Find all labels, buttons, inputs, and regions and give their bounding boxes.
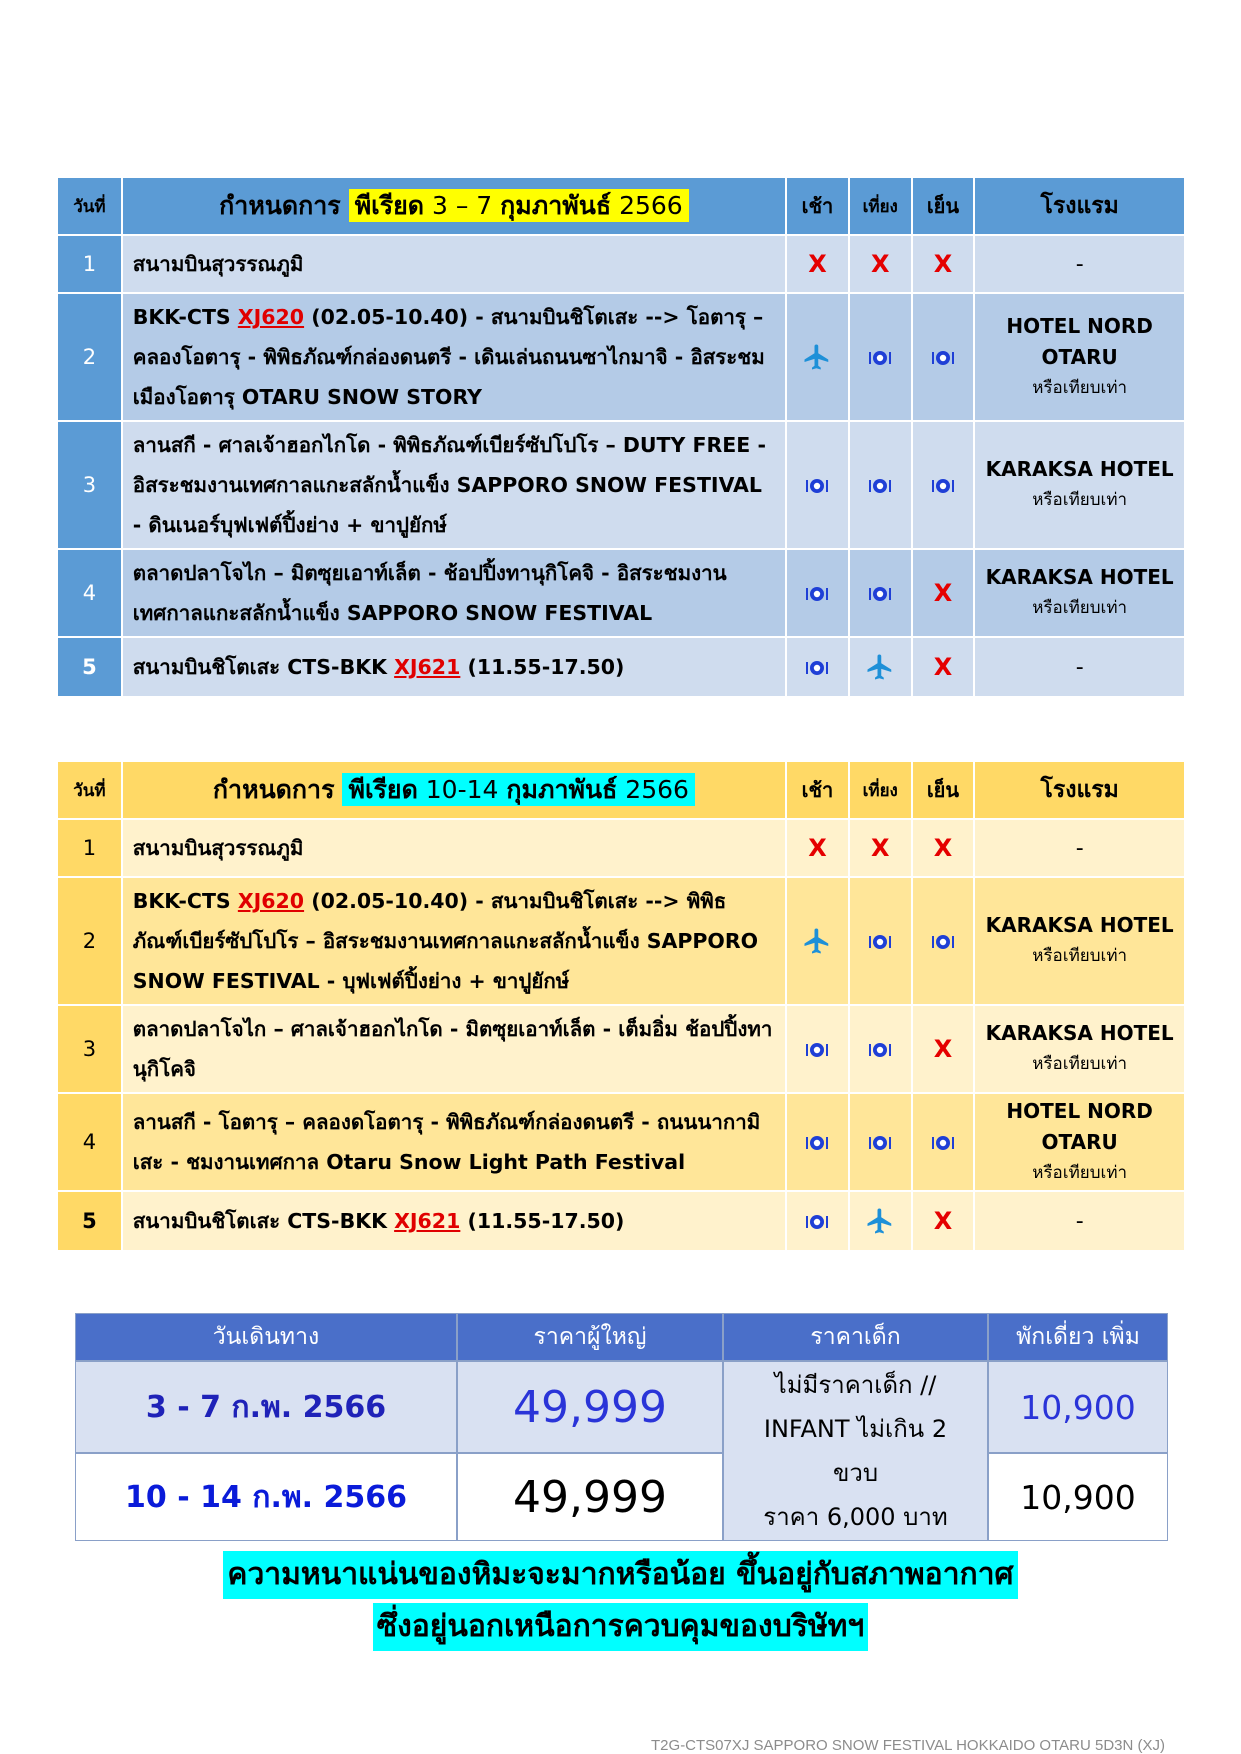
breakfast-cell: [787, 1006, 848, 1092]
table-header: [58, 178, 1184, 234]
day-program: [123, 638, 785, 696]
lunch-cell: [850, 422, 911, 548]
hotel-name: HOTEL NORD OTARU: [1006, 1098, 1153, 1154]
day-number: 5: [58, 638, 121, 696]
lunch-cell: [850, 1192, 911, 1250]
breakfast-cell: [787, 878, 848, 1004]
lunch-cell: [850, 294, 911, 420]
col-program-header: [123, 762, 785, 818]
flight-number-link[interactable]: XJ620: [237, 305, 305, 329]
flight-number-link[interactable]: XJ621: [394, 655, 461, 679]
meal-icon: [868, 585, 892, 603]
lunch-cell: [850, 878, 911, 1004]
day-number: 2: [58, 294, 121, 420]
dinner-cell: [913, 550, 974, 636]
day-program: [123, 1006, 785, 1092]
dinner-cell: [913, 1094, 974, 1190]
period-highlight: [349, 189, 689, 222]
hotel-equivalent: หรือเทียบเท่า: [1032, 598, 1128, 618]
day-number: 4: [58, 550, 121, 636]
price-table-header: [75, 1313, 1168, 1361]
hotel-cell: [975, 878, 1184, 1004]
hotel-equivalent: หรือเทียบเท่า: [1032, 1054, 1128, 1074]
program-text: (11.55-17.50): [460, 1209, 625, 1233]
breakfast-cell: [787, 422, 848, 548]
breakfast-cell: [787, 1094, 848, 1190]
meal-icon: [931, 349, 955, 367]
program-text: สนามบินชิโตเสะ CTS-BKK: [132, 1209, 395, 1233]
period-month: กุมภาพันธ์: [506, 775, 618, 804]
col-breakfast-header: เช้า: [787, 762, 848, 818]
col-travel-date-header: วันเดินทาง: [75, 1313, 457, 1361]
child-note-line: ราคา 6,000 บาท: [763, 1503, 948, 1531]
table-row: [58, 1192, 1184, 1250]
table-row: [58, 294, 1184, 420]
lunch-cell: [850, 1094, 911, 1190]
meal-icon: [805, 1134, 829, 1152]
airplane-icon: [802, 342, 832, 372]
no-meal-x-icon: X: [933, 1035, 953, 1063]
no-meal-x-icon: X: [933, 250, 953, 278]
day-program: [123, 294, 785, 420]
breakfast-cell: [787, 294, 848, 420]
lunch-cell: [850, 236, 911, 292]
table-row: [58, 1094, 1184, 1190]
hotel-cell: [975, 294, 1184, 420]
day-program: [123, 550, 785, 636]
dinner-cell: [913, 1192, 974, 1250]
airplane-icon: [865, 1206, 895, 1236]
day-number: 2: [58, 878, 121, 1004]
table-row: [58, 638, 1184, 696]
no-meal-x-icon: X: [933, 579, 953, 607]
hotel-equivalent: หรือเทียบเท่า: [1032, 1162, 1128, 1183]
child-price-note: [723, 1361, 988, 1541]
col-lunch-header: เที่ยง: [850, 178, 911, 234]
program-text: สนามบินสุวรรณภูมิ: [132, 252, 304, 276]
program-text: (02.05-10.40) - สนามบินชิโตเสะ --> พิพิธภัณฑ์เบียร์ซัปโปโร – อิสระชมงานเทศกาลแกะสลักน้ำแข็ง SAPPORO SNOW FESTIVAL - บุฟเฟต์ปิ้งย่าง + ขาปูยักษ์: [132, 889, 759, 993]
day-program: [123, 236, 785, 292]
period-label: พีเรียด: [354, 191, 425, 220]
program-text: (02.05-10.40) - สนามบินชิโตเสะ --> โอตารุ – คลองโอตารุ - พิพิธภัณฑ์กล่องดนตรี - เดินเล่นถนนซาไกมาจิ - อิสระชมเมืองโอตารุ OTARU SNOW STORY: [132, 305, 765, 409]
day-number: 5: [58, 1192, 121, 1250]
col-day-header: วันที่: [58, 762, 121, 818]
hotel-name: KARAKSA HOTEL: [985, 457, 1174, 481]
meal-icon: [805, 1213, 829, 1231]
meal-icon: [805, 1041, 829, 1059]
hotel-equivalent: หรือเทียบเท่า: [1032, 377, 1128, 398]
period-month: กุมภาพันธ์: [500, 191, 612, 220]
single-supplement-text: 10,900: [1020, 1387, 1136, 1427]
breakfast-cell: [787, 1192, 848, 1250]
table-row: [58, 878, 1184, 1004]
meal-icon: [931, 1134, 955, 1152]
program-text: ลานสกี - โอตารุ – คลองดโอตารุ - พิพิธภัณฑ์กล่องดนตรี - ถนนนากามิเสะ - ชมงานเทศกาล Otaru Snow Light Path Festival: [132, 1110, 761, 1174]
single-supplement-text: 10,900: [1020, 1477, 1136, 1517]
no-meal-x-icon: X: [808, 250, 827, 278]
hotel-cell: [975, 638, 1184, 696]
document-footer: T2G-CTS07XJ SAPPORO SNOW FESTIVAL HOKKAIDO OTARU 5D3N (XJ): [651, 1737, 1165, 1754]
price-table: [75, 1313, 1168, 1541]
col-lunch-header: เที่ยง: [850, 762, 911, 818]
period-year: 2566: [619, 191, 683, 220]
col-single-supplement-header: พักเดี่ยว เพิ่ม: [988, 1313, 1168, 1361]
hotel-equivalent: หรือเทียบเท่า: [1032, 946, 1128, 966]
travel-date-text: 3 - 7 ก.พ. 2566: [145, 1389, 387, 1425]
meal-icon: [868, 349, 892, 367]
program-text: ตลาดปลาโจไก – ศาลเจ้าฮอกไกโด - มิตซุยเอาท์เล็ต - เต็มอิ่ม ช้อปปิ้งทานุกิโคจิ: [132, 1017, 773, 1081]
hotel-name: HOTEL NORD OTARU: [1006, 313, 1153, 369]
no-meal-x-icon: X: [870, 250, 890, 278]
col-program-header: [123, 178, 785, 234]
hotel-cell: [975, 1192, 1184, 1250]
meal-icon: [868, 1134, 892, 1152]
period-highlight: [342, 773, 694, 806]
meal-icon: [805, 659, 829, 677]
program-prefix: กำหนดการ: [219, 191, 341, 220]
program-text: ลานสกี - ศาลเจ้าฮอกไกโด - พิพิธภัณฑ์เบียร์ซัปโปโร – DUTY FREE - อิสระชมงานเทศกาลแกะสลักน้ำแข็ง SAPPORO SNOW FESTIVAL - ดินเนอร์บุฟเฟต์ปิ้งย่าง + ขาปูยักษ์: [132, 433, 766, 537]
day-number: 1: [58, 820, 121, 876]
hotel-cell: [975, 422, 1184, 548]
dinner-cell: [913, 820, 974, 876]
adult-price: [457, 1453, 723, 1541]
single-supplement: [988, 1361, 1168, 1453]
hotel-none: -: [1075, 251, 1084, 277]
meal-icon: [868, 933, 892, 951]
hotel-none: -: [1075, 835, 1084, 861]
period-year: 2566: [625, 775, 689, 804]
hotel-none: -: [1075, 654, 1084, 680]
lunch-cell: [850, 820, 911, 876]
adult-price-text: 49,999: [513, 1381, 667, 1433]
itinerary-table-period1: [56, 176, 1186, 698]
dinner-cell: [913, 236, 974, 292]
table-row: [58, 1006, 1184, 1092]
col-day-header: วันที่: [58, 178, 121, 234]
meal-icon: [868, 477, 892, 495]
day-program: [123, 422, 785, 548]
col-hotel-header: โรงแรม: [975, 178, 1184, 234]
day-program: [123, 1192, 785, 1250]
breakfast-cell: [787, 638, 848, 696]
lunch-cell: [850, 638, 911, 696]
program-text: ตลาดปลาโจไก – มิตซุยเอาท์เล็ต - ช้อปปิ้งทานุกิโคจิ - อิสระชมงานเทศกาลแกะสลักน้ำแข็ง SAPPORO SNOW FESTIVAL: [132, 561, 727, 625]
no-meal-x-icon: X: [933, 834, 953, 862]
table-row: [58, 550, 1184, 636]
period-dates: 3 – 7: [431, 191, 493, 220]
dinner-cell: [913, 878, 974, 1004]
day-program: [123, 820, 785, 876]
flight-number-link[interactable]: XJ621: [394, 1209, 461, 1233]
child-note-line: INFANT ไม่เกิน 2: [763, 1415, 948, 1443]
hotel-name: KARAKSA HOTEL: [985, 913, 1174, 937]
flight-number-link[interactable]: XJ620: [237, 889, 305, 913]
hotel-name: KARAKSA HOTEL: [985, 565, 1174, 589]
breakfast-cell: [787, 820, 848, 876]
dinner-cell: [913, 294, 974, 420]
meal-icon: [931, 933, 955, 951]
hotel-cell: [975, 1094, 1184, 1190]
col-dinner-header: เย็น: [913, 762, 974, 818]
lunch-cell: [850, 550, 911, 636]
col-hotel-header: โรงแรม: [975, 762, 1184, 818]
col-adult-price-header: ราคาผู้ใหญ่: [457, 1313, 723, 1361]
day-number: 1: [58, 236, 121, 292]
col-dinner-header: เย็น: [913, 178, 974, 234]
snow-disclaimer: [0, 1551, 1241, 1651]
travel-date: [75, 1453, 457, 1541]
day-number: 3: [58, 1006, 121, 1092]
dinner-cell: [913, 1006, 974, 1092]
no-meal-x-icon: X: [933, 653, 953, 681]
period-dates: 10-14: [425, 775, 499, 804]
table-row: [58, 422, 1184, 548]
col-breakfast-header: เช้า: [787, 178, 848, 234]
hotel-cell: [975, 820, 1184, 876]
travel-date: [75, 1361, 457, 1453]
hotel-none: -: [1075, 1208, 1084, 1234]
hotel-cell: [975, 550, 1184, 636]
day-program: [123, 878, 785, 1004]
child-note-line: ขวบ: [832, 1459, 879, 1487]
breakfast-cell: [787, 550, 848, 636]
meal-icon: [931, 477, 955, 495]
no-meal-x-icon: X: [933, 1207, 953, 1235]
price-row: [75, 1361, 1168, 1453]
disclaimer-line-2: ซึ่งอยู่นอกเหนือการควบคุมของบริษัทฯ: [373, 1603, 869, 1651]
table-row: [58, 820, 1184, 876]
table-header: [58, 762, 1184, 818]
meal-icon: [805, 585, 829, 603]
adult-price-text: 49,999: [513, 1471, 667, 1523]
itinerary-table-period2: [56, 760, 1186, 1252]
program-text: (11.55-17.50): [460, 655, 625, 679]
hotel-cell: [975, 236, 1184, 292]
breakfast-cell: [787, 236, 848, 292]
price-row: [75, 1453, 1168, 1541]
single-supplement: [988, 1453, 1168, 1541]
adult-price: [457, 1361, 723, 1453]
travel-date-text: 10 - 14 ก.พ. 2566: [125, 1479, 407, 1515]
dinner-cell: [913, 422, 974, 548]
dinner-cell: [913, 638, 974, 696]
airplane-icon: [865, 652, 895, 682]
hotel-name: KARAKSA HOTEL: [985, 1021, 1174, 1045]
day-number: 3: [58, 422, 121, 548]
disclaimer-line-1: ความหนาแน่นของหิมะจะมากหรือน้อย ขึ้นอยู่กับสภาพอากาศ: [223, 1551, 1017, 1599]
airplane-icon: [802, 926, 832, 956]
no-meal-x-icon: X: [808, 834, 827, 862]
program-text: สนามบินชิโตเสะ CTS-BKK: [132, 655, 395, 679]
meal-icon: [805, 477, 829, 495]
program-text: สนามบินสุวรรณภูมิ: [132, 836, 304, 860]
col-child-price-header: ราคาเด็ก: [723, 1313, 988, 1361]
program-text: BKK-CTS: [132, 889, 238, 913]
table-row: [58, 236, 1184, 292]
day-number: 4: [58, 1094, 121, 1190]
period-label: พีเรียด: [348, 775, 418, 804]
meal-icon: [868, 1041, 892, 1059]
child-note-line: ไม่มีราคาเด็ก //: [774, 1371, 937, 1399]
no-meal-x-icon: X: [870, 834, 890, 862]
hotel-cell: [975, 1006, 1184, 1092]
program-text: BKK-CTS: [132, 305, 238, 329]
program-prefix: กำหนดการ: [212, 775, 335, 804]
hotel-equivalent: หรือเทียบเท่า: [1032, 490, 1128, 510]
lunch-cell: [850, 1006, 911, 1092]
day-program: [123, 1094, 785, 1190]
